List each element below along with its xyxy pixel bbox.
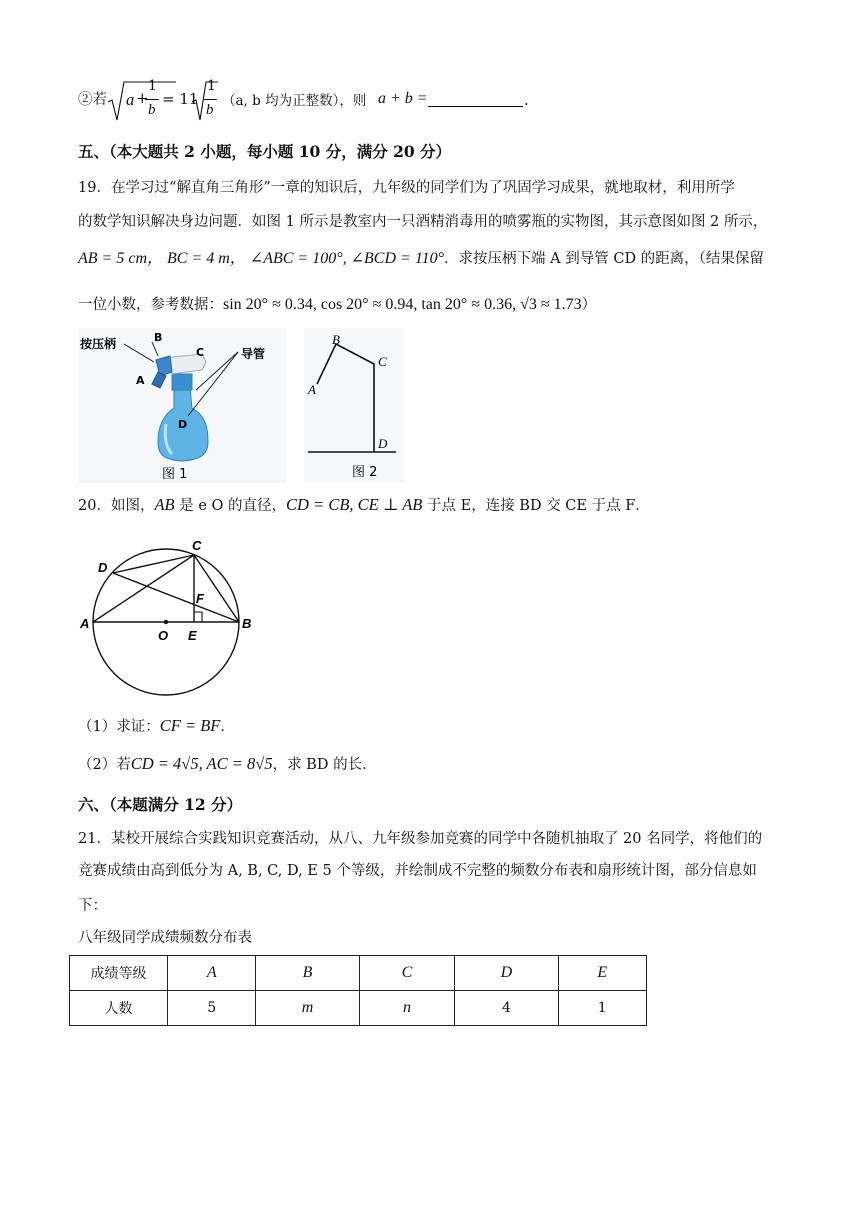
q20-part1-claim: CF = BF	[159, 716, 221, 735]
fig2-caption: 图 2	[352, 465, 378, 480]
q18-equals-11: = 11	[162, 90, 199, 108]
table-header-cell: 成绩等级	[70, 956, 168, 991]
fig1-label-d: D	[178, 418, 188, 431]
q20-conditions: CD = CB, CE ⊥ AB	[286, 495, 423, 514]
fig-point-o: O	[158, 628, 169, 643]
q19-given-values: AB = 5 cm， BC = 4 m， ∠ABC = 100°, ∠BCD = 110°	[78, 250, 445, 267]
q18-frac2-bar	[204, 99, 217, 100]
table-header-row	[70, 956, 647, 991]
table-cell: 4	[455, 991, 558, 1026]
q18-answer-blank	[428, 92, 523, 107]
q18-frac2-den: b	[206, 102, 214, 118]
table-cell: 人数	[70, 991, 168, 1026]
q20-part2	[78, 754, 377, 775]
figure-1-spray-bottle	[78, 328, 286, 483]
table-cell: 1	[558, 991, 647, 1026]
q18-note: （a, b 均为正整数），则	[222, 93, 367, 109]
q19-line4	[78, 294, 596, 315]
q18-frac-num: 1	[148, 78, 157, 94]
q20-part1	[78, 716, 235, 737]
q19-line2: 的数学知识解决身边问题．如图 1 所示是教室内一只酒精消毒用的喷雾瓶的实物图，其示意图如图 2 所示，	[78, 214, 768, 230]
figure-2-schematic	[304, 328, 404, 483]
q20-part2-ask: ，求 BD 的长．	[272, 757, 377, 773]
frequency-table	[69, 955, 647, 1026]
q18-result-expr: a + b =	[378, 90, 428, 107]
q21-line3: 下：	[78, 898, 107, 914]
q18-plus: +	[136, 89, 149, 107]
fig2-label-c: C	[378, 354, 387, 369]
fig1-label-tube: 导管	[241, 347, 266, 361]
q19-reference-data: sin 20° ≈ 0.34, cos 20° ≈ 0.94, tan 20° ≈ 0.36, √3 ≈ 1.73	[223, 296, 582, 313]
q20-line1	[78, 495, 650, 516]
fig-point-e: E	[188, 628, 197, 643]
fig-point-f: F	[196, 591, 204, 606]
q20-circle-text: 是 e O 的直径，	[174, 498, 287, 514]
fig1-label-c: C	[196, 346, 205, 359]
table-header-cell: D	[455, 956, 558, 991]
q20-part2-label: （2）若	[78, 757, 131, 773]
fig-point-a: A	[80, 616, 90, 631]
q19-line3	[78, 245, 764, 269]
table-header-cell: C	[359, 956, 455, 991]
q20-intro: 20．如图，	[78, 498, 155, 514]
q18-part2-prefix: ②若	[78, 92, 107, 108]
table-cell: n	[359, 991, 455, 1026]
q19-line4-end: ）	[581, 297, 597, 313]
section-5-title: 五、（本大题共 2 小题，每小题 10 分，满分 20 分）	[78, 142, 452, 161]
q19-line4-text: 一位小数，参考数据：	[78, 297, 223, 313]
q20-part1-end: ．	[220, 719, 235, 735]
q18-frac-bar	[145, 99, 159, 100]
fig1-label-b: B	[154, 331, 163, 344]
fig1-caption: 图 1	[162, 467, 188, 482]
fig1-label-a: A	[136, 374, 145, 387]
fig2-label-a: A	[308, 382, 316, 397]
q20-diameter: AB	[154, 495, 175, 514]
q18-var-a: a	[126, 90, 135, 109]
fig-point-d: D	[98, 560, 108, 575]
q20-part1-label: （1）求证：	[78, 719, 160, 735]
q18-frac2-num: 1	[207, 78, 216, 94]
q19-line1: 19．在学习过“解直角三角形”一章的知识后，九年级的同学们为了巩固学习成果，就地取材，利用所学	[78, 180, 735, 196]
q20-part2-given: CD = 4√5, AC = 8√5	[130, 754, 273, 773]
q20-circle-figure	[78, 530, 258, 698]
q21-line2: 竞赛成绩由高到低分为 A, B, C, D, E 5 个等级，并绘制成不完整的频数分布表和扇形统计图，部分信息如	[78, 863, 757, 879]
q21-table-title: 八年级同学成绩频数分布表	[78, 930, 252, 946]
table-row	[70, 991, 647, 1026]
table-header-cell: E	[558, 956, 647, 991]
q20-rest: 于点 E，连接 BD 交 CE 于点 F．	[422, 498, 650, 514]
table-cell: 5	[168, 991, 256, 1026]
q18-frac-den: b	[148, 102, 156, 118]
fig1-label-handle: 按压柄	[80, 337, 117, 351]
table-cell: m	[256, 991, 359, 1026]
q21-line1: 21．某校开展综合实践知识竞赛活动，从八、九年级参加竞赛的同学中各随机抽取了 20 名同学，将他们的	[78, 831, 763, 847]
fig-point-c: C	[192, 538, 202, 553]
q18-tail: .	[524, 93, 529, 109]
fig2-label-b: B	[332, 332, 340, 347]
q19-line3-text: ．求按压柄下端 A 到导管 CD 的距离，（结果保留	[444, 251, 764, 267]
fig2-label-d: D	[378, 436, 388, 451]
fig-point-b: B	[242, 616, 252, 631]
section-6-title: 六、（本题满分 12 分）	[78, 795, 243, 814]
table-header-cell: A	[168, 956, 256, 991]
table-header-cell: B	[256, 956, 359, 991]
